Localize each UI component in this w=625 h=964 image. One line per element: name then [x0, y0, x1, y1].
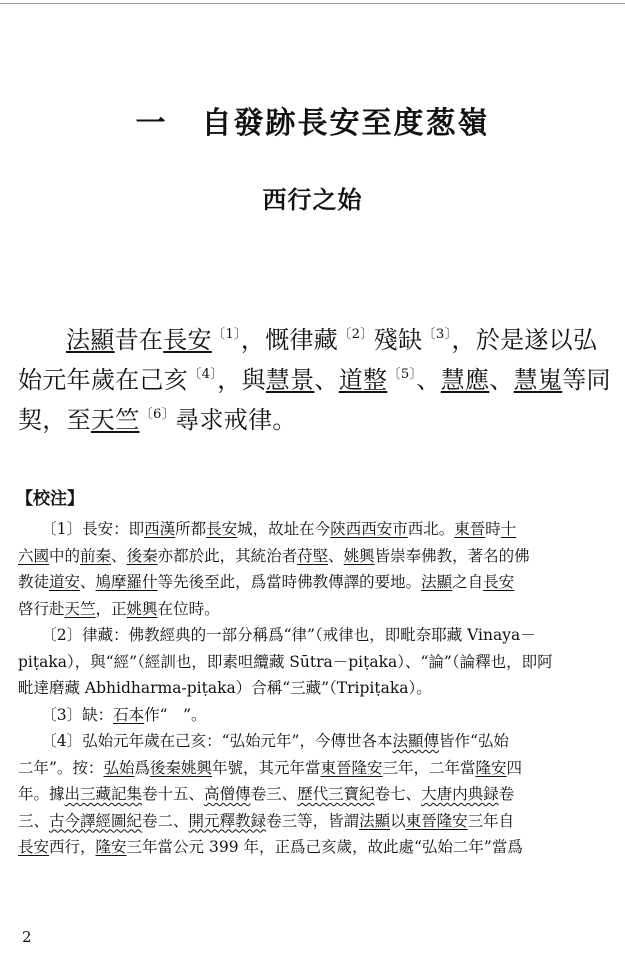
- proper-name: 姚興: [126, 599, 158, 618]
- proper-name: 六國: [18, 546, 50, 565]
- note-line: [18, 728, 608, 755]
- proper-name: 道安: [49, 573, 81, 591]
- text-segment: 中的: [49, 546, 81, 565]
- text-segment: 四: [506, 758, 523, 777]
- text-segment: 、: [111, 546, 127, 565]
- text-segment: 、: [80, 573, 96, 591]
- note-line: [18, 516, 608, 543]
- note-line: [18, 649, 608, 676]
- text-segment: 亦都於此，其統治者: [157, 546, 298, 565]
- notes-text: [18, 516, 608, 861]
- text-segment: 三年自: [467, 811, 515, 830]
- note-line: [18, 543, 608, 570]
- footnote-marker: 〔6〕: [139, 407, 176, 423]
- proper-name: 道整: [338, 366, 388, 394]
- text-segment: 契，至: [18, 406, 91, 434]
- main-text-line: [18, 320, 608, 360]
- note-line: [18, 781, 608, 808]
- text-segment: 毗達磨藏 Abhidharma-piṭaka）合稱“三藏”（Tripiṭaka）。: [18, 679, 432, 697]
- proper-name: 姚興: [343, 546, 375, 565]
- text-segment: 卷七、: [374, 785, 422, 803]
- text-segment: 、: [328, 546, 344, 565]
- text-segment: ，慨律藏: [240, 326, 339, 354]
- proper-name: 慧應: [440, 366, 490, 394]
- note-line: [18, 755, 608, 782]
- proper-name: 鳩摩羅什: [95, 573, 158, 591]
- text-segment: ，正: [95, 599, 127, 618]
- footnote-marker: 〔2〕: [338, 327, 374, 343]
- proper-name: 法顯: [359, 811, 391, 830]
- text-segment: 〔4〕弘始元年歲在己亥：“弘始元年”，今傳世各本: [41, 732, 393, 750]
- proper-name: 法顯: [66, 326, 115, 354]
- proper-name: 苻堅: [297, 546, 329, 565]
- note-line: [18, 569, 608, 596]
- text-segment: 年。據: [18, 785, 65, 803]
- book-title: 出三藏記集: [64, 785, 143, 803]
- text-segment: 等同: [562, 366, 611, 394]
- proper-name: 後秦: [126, 546, 158, 565]
- proper-name: 前秦: [80, 546, 112, 565]
- text-segment: 卷十五、: [142, 785, 205, 803]
- text-segment: 三年，二年當: [382, 758, 476, 777]
- proper-name: 隆安: [95, 838, 127, 856]
- note-line: [18, 834, 608, 861]
- text-segment: 啓行赴: [18, 599, 65, 618]
- text-segment: 作“ ”。: [144, 705, 207, 724]
- proper-name: 東晉隆安: [405, 811, 468, 830]
- text-segment: 爲: [134, 758, 150, 777]
- text-segment: 、: [489, 366, 514, 394]
- text-segment: 時: [485, 520, 501, 538]
- text-segment: 三年當公元 399 年，正爲己亥歲，故此處“弘始二年”當爲: [126, 838, 523, 856]
- note-line: [18, 675, 608, 702]
- text-segment: 〔1〕長安：即: [41, 520, 145, 538]
- proper-name: 天竺: [90, 406, 140, 434]
- proper-name: 慧嵬: [513, 366, 563, 394]
- text-segment: 尋求戒律。: [175, 406, 297, 434]
- text-segment: 二年”。按：: [18, 758, 104, 777]
- footnote-marker: 〔5〕: [387, 367, 417, 383]
- notes-heading: 【校注】: [16, 489, 84, 509]
- text-segment: 卷三等，皆謂: [266, 811, 360, 830]
- proper-name: 長安: [163, 326, 212, 354]
- text-segment: 昔在: [114, 326, 164, 354]
- proper-name: 長安: [206, 520, 238, 538]
- book-title: 高僧傳: [204, 785, 251, 803]
- book-title: 大唐内典録: [421, 785, 499, 803]
- text-segment: 皆崇奉佛教，著名的佛: [374, 546, 530, 565]
- text-segment: 〔3〕缺：: [41, 705, 114, 724]
- chapter-number: 一: [135, 106, 168, 141]
- proper-name: 弘始: [103, 758, 135, 777]
- text-segment: 卷二、: [142, 811, 189, 830]
- proper-name: 長安: [483, 573, 515, 591]
- text-segment: 西北。: [407, 520, 455, 538]
- main-text: [18, 320, 611, 440]
- main-text-line: [18, 400, 608, 440]
- text-segment: 所都: [175, 520, 207, 538]
- text-segment: 西行，: [49, 838, 96, 856]
- proper-name: 東晉隆安: [320, 758, 383, 777]
- note-line: [18, 808, 608, 835]
- note-line: [18, 622, 608, 649]
- proper-name: 隆安: [475, 758, 507, 777]
- note-line: [18, 596, 608, 623]
- text-segment: 城，故址在今: [237, 520, 331, 538]
- text-segment: 、: [416, 366, 441, 394]
- proper-name: 法顯: [421, 573, 453, 591]
- text-segment: 年號，其元年當: [211, 758, 321, 777]
- text-segment: 〔2〕律藏：佛教經典的一部分稱爲“律”（戒律也，即毗奈耶藏 Vinaya－: [41, 626, 536, 644]
- book-title: 法顯傳: [392, 732, 439, 750]
- text-segment: 皆作“弘始: [438, 732, 509, 750]
- text-segment: 三、: [18, 811, 50, 830]
- text-segment: ，於是遂以弘: [451, 326, 598, 354]
- footnote-marker: 〔3〕: [422, 327, 452, 343]
- note-line: [18, 702, 608, 729]
- top-border-rule: [0, 3, 625, 4]
- text-segment: 等先後至此，爲當時佛教傳譯的要地。: [157, 573, 422, 591]
- book-title: 歷代三寶紀: [297, 785, 375, 803]
- text-segment: 殘缺: [373, 326, 423, 354]
- chapter-title: 自發跡長安至度葱嶺: [201, 106, 490, 141]
- proper-name: 石本: [113, 705, 145, 724]
- proper-name: 長安: [18, 838, 50, 856]
- footnote-marker: 〔4〕: [188, 367, 218, 383]
- page-number: 2: [22, 928, 32, 946]
- proper-name: 天竺: [64, 599, 96, 618]
- text-segment: 教徒: [18, 573, 50, 591]
- section-title: 西行之始: [262, 186, 363, 214]
- proper-name: 陝西西安市: [330, 520, 408, 538]
- proper-name: 慧景: [265, 366, 315, 394]
- text-segment: 卷三、: [250, 785, 298, 803]
- proper-name: 十: [500, 520, 517, 538]
- text-segment: 之自: [452, 573, 484, 591]
- proper-name: 東晉: [454, 520, 486, 538]
- proper-name: 西漢: [144, 520, 176, 538]
- proper-name: 後秦姚興: [149, 758, 212, 777]
- book-title: 古今譯經圖紀: [49, 811, 143, 830]
- text-segment: 以: [390, 811, 406, 830]
- text-segment: 、: [314, 366, 339, 394]
- chapter-heading: [0, 98, 625, 142]
- main-text-line: [18, 360, 611, 400]
- text-segment: 始元年歲在己亥: [18, 366, 189, 394]
- text-segment: ，與: [217, 366, 266, 394]
- footnote-marker: 〔1〕: [211, 327, 241, 343]
- book-title: 開元釋教録: [188, 811, 267, 830]
- text-segment: 在位時。: [157, 599, 220, 618]
- text-segment: piṭaka），與“經”（經訓也，即素呾纜藏 Sūtra－piṭaka）、“論”（論釋也，即阿: [18, 652, 553, 671]
- text-segment: 卷: [498, 785, 515, 803]
